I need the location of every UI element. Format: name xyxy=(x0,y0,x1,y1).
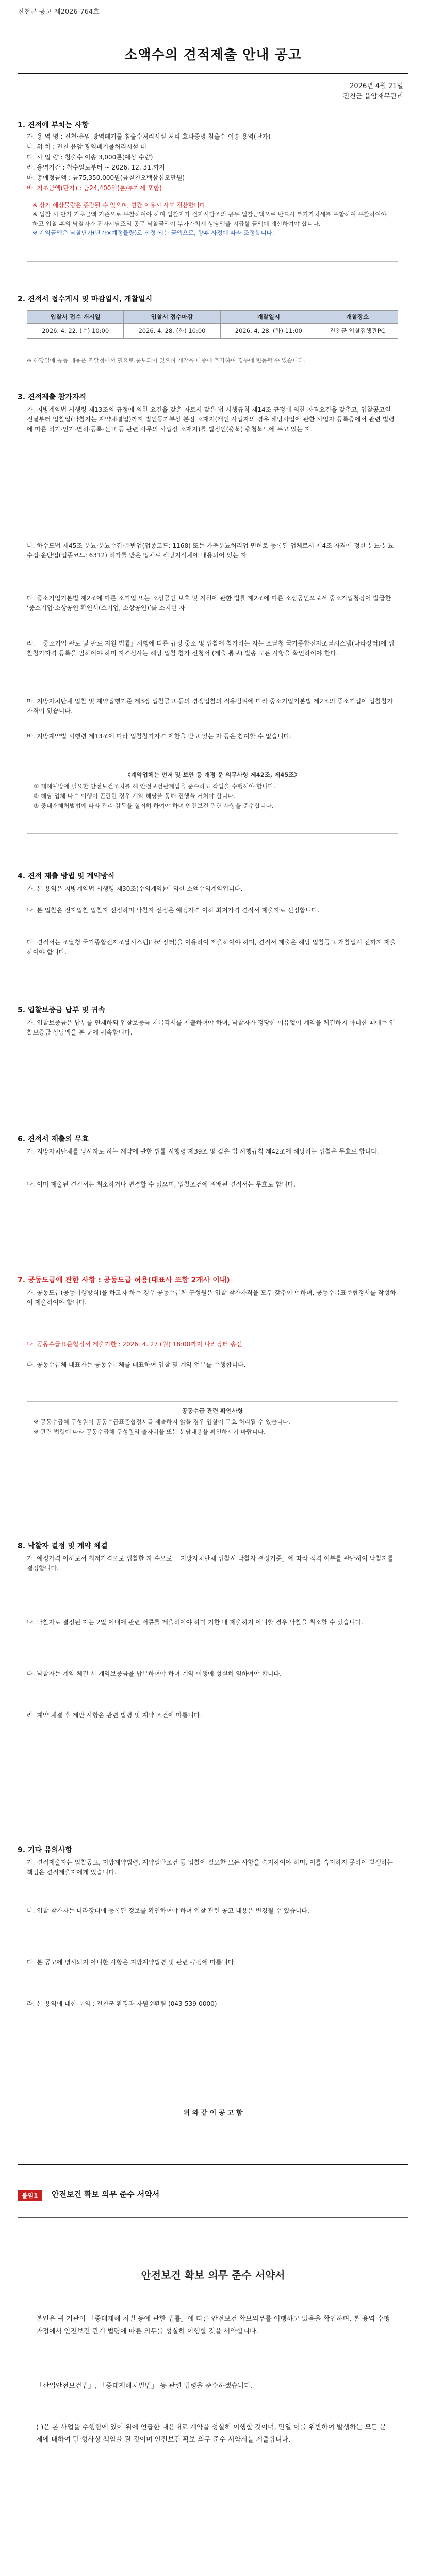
notice-date: 2026년 4월 21일 xyxy=(350,82,403,90)
sec5-item: 가. 입찰보증금은 납부를 면제하되 입찰보증금 지급각서를 제출하여야 하며, 낙찰자가 정당한 이유없이 계약을 체결하지 아니한 때에는 입찰보증금 상당액을 본 군에 귀속합니다. xyxy=(27,1019,396,1036)
sec3-item: 마. 지방자치단체 입찰 및 계약집행기준 제3장 입찰공고 등의 경쟁입찰의 적용범위에 따라 중소기업기본법 제2조의 중소기업이 입찰참가자격이 있습니다. xyxy=(27,698,394,715)
contractor-duties-box xyxy=(27,766,398,834)
sec8-item: 라. 계약 체결 후 제반 사항은 관련 법령 및 계약 조건에 따릅니다. xyxy=(27,1711,202,1719)
sec4-item: 가. 본 용역은 지방계약법 시행령 제30조(수의계약)에 의한 소액수의계약입니다. xyxy=(27,885,243,892)
sec1-item-base-price: 바. 기초금액(단가) : 금24,400원(톤/부가세 포함) xyxy=(27,184,162,192)
schedule-row xyxy=(27,324,398,339)
pledge-paragraph: 「산업안전보건법」, 「중대재해처벌법」 등 관련 법령을 준수하겠습니다. xyxy=(36,2382,253,2390)
sec9-item: 다. 본 공고에 명시되지 아니한 사항은 지방계약법령 및 관련 규정에 따릅니다. xyxy=(27,1959,236,1966)
sec6-item: 가. 지방자치단체를 당사자로 하는 계약에 관한 법률 시행령 제39조 및 같은 법 시행규칙 제42조에 해당하는 입찰은 무효로 합니다. xyxy=(27,1148,379,1155)
pledge-paragraph: 본인은 귀 기관이 「중대재해 처벌 등에 관한 법률」에 따른 안전보건 확보의무를 이행하고 있음을 확인하며, 본 용역 수행 과정에서 안전보건 관계 법령에 따른 의무를 성실히 이행할 것을 서약합니다. xyxy=(36,2315,390,2335)
sec1-note: ※ 계약금액은 낙찰단가(단가×예정물량)로 산정 되는 금액으로, 향후 사정에 따라 조정합니다. xyxy=(32,229,274,236)
section-8-heading: 8. 낙찰자 결정 및 계약 체결 xyxy=(18,1542,108,1550)
sec1-item: 마. 총예정금액 : 금75,350,000원(금칠천오백삼십오만원) xyxy=(27,174,185,181)
contractor-duty: ③ 중대재해처벌법에 따라 관리·감독을 철저히 하여야 하며 안전보건 관련 사항을 준수합니다. xyxy=(34,802,274,809)
section-7-heading: 7. 공동도급에 관한 사항 : 공동도급 허용(대표사 포함 2개사 이내) xyxy=(18,1276,230,1284)
sec3-item: 라. 「중소기업 판로 및 판로 지원 법률」시행에 따른 규정 중소 및 입찰에 참가하는 자는 조달청 국가종합전자조달시스템(나라장터)에 입찰참가자격 등록을 필하여야 하며 자격심사는 해당 입찰 참가 신청서 (제출 통보) 발송 모든 사항을 확인하여야 한다. xyxy=(27,640,395,657)
schedule-cell: 진천군 입찰집행관PC xyxy=(317,324,398,339)
sec3-item: 나. 하수도법 제45조 분뇨·분뇨수집·운반업(업종코드: 1168) 또는 가축분뇨처리업 면허로 등록된 업체로서 제4조 자격에 정한 분뇨·분뇨수집·운반업(업종코드: 6312) 허가를 받은 업체로 해당지식체에 내용되어 있는 자 xyxy=(27,542,394,559)
section-9-heading: 9. 기타 유의사항 xyxy=(18,1846,72,1854)
page-title: 소액수의 견적제출 안내 공고 xyxy=(124,47,302,63)
annex-tag: 붙임1 xyxy=(18,2190,42,2201)
page-divider xyxy=(18,2164,408,2165)
annex-title: 안전보건 확보 의무 준수 서약서 xyxy=(52,2190,160,2199)
section-2-heading: 2. 견적서 접수게시 및 마감일시, 개찰일시 xyxy=(18,295,153,303)
sec7-item: 가. 공동도급(공동이행방식)을 하고자 하는 경우 공동수급체 구성원은 입찰 참가자격을 모두 갖추어야 하며, 공동수급표준협정서를 작성하여 제출하여야 합니다. xyxy=(27,1289,396,1306)
pledge-paragraph: ( )은 본 사업을 수행함에 있어 위에 언급한 내용대로 계약을 성실히 이행할 것이며, 만일 이를 위반하여 발생하는 모든 문제에 대하여 민·형사상 책임을 질 것이며 안전보건 확보 의무 준수 서약서를 제출합니다. xyxy=(36,2424,386,2444)
sec8-item: 나. 낙찰자로 결정된 자는 2일 이내에 관련 서류를 제출하여야 하며 기한 내 제출하지 아니할 경우 낙찰을 취소할 수 있습니다. xyxy=(27,1619,363,1626)
sec6-item: 나. 이미 제출된 견적서는 취소하거나 변경할 수 없으며, 입찰조건에 위배된 견적서는 무효로 합니다. xyxy=(27,1181,296,1188)
section-1-heading: 1. 견적에 부치는 사항 xyxy=(18,121,89,129)
sec7-item: 다. 공동수급체 대표자는 공동수급체를 대표하여 입찰 및 계약 업무를 수행합니다. xyxy=(27,1361,246,1368)
section-4-heading: 4. 견적 제출 방법 및 계약방식 xyxy=(18,872,115,880)
section-3-heading: 3. 견적제출 참가자격 xyxy=(18,393,86,401)
closing-statement: 위 와 같 이 공 고 함 xyxy=(183,2109,243,2117)
schedule-col-header: 입찰서 접수 개시일 xyxy=(27,311,124,324)
issuer: 진천군 읍암재무관리 xyxy=(342,93,403,100)
schedule-col-header: 입찰서 접수마감 xyxy=(124,311,220,324)
section-6-heading: 6. 견적서 제출의 무효 xyxy=(18,1135,89,1143)
schedule-table xyxy=(27,310,398,339)
contractor-duties-title: 《계약업체는 먼저 및 보안 등 개정 운 의무사항 제42조, 제45조》 xyxy=(125,771,300,778)
sec4-item: 다. 견적서는 조달청 국가종합전자조달시스템(나라장터)을 이용하여 제출하여야 하며, 견적서 제출은 해당 입찰공고 개찰일시 전까지 제출하여야 합니다. xyxy=(27,939,396,956)
sec1-note: ※ 상기 예상물량은 증감될 수 있으며, 연간 이용시 사후 정산합니다. xyxy=(32,201,207,209)
title-divider xyxy=(18,73,408,74)
sec4-item: 나. 본 입찰은 전자입찰 입찰자 선정하며 낙찰자 선정은 예정가격 이하 최저가격 견적서 제출자로 선정합니다. xyxy=(27,907,320,914)
sec1-notes-box xyxy=(27,197,398,262)
schedule-cell: 2026. 4. 28. (화) 10:00 xyxy=(124,324,220,339)
pledge-form-title: 안전보건 확보 의무 준수 서약서 xyxy=(141,2269,285,2281)
sec1-item: 가. 용 역 명 : 진천·읍암 광역폐기물 침출수처리시설 처리 효과증명 침출수 이송 용역(단가) xyxy=(27,133,271,140)
joint-contract-box xyxy=(27,1401,398,1458)
sec3-item: 바. 지방계약법 시행령 제13조에 따라 입찰참가자격 제한을 받고 있는 자 등은 참여할 수 없습니다. xyxy=(27,733,291,740)
sec1-note: ※ 입찰 시 단가 기초금액 기준으로 투찰하여야 하며 입찰자가 전자시담조의 공무 입찰금액으로 반드시 부가가치세를 포함하여 투찰하여야 하고 입찰 후의 낙찰자가 전자시담조의 공무 낙찰금액이 부가가치세 상당액을 지급할 금액에 계산하여야 합니다. xyxy=(32,211,387,227)
contractor-duty: ① 재해예방에 필요한 안전보건조치를 해 안전보건관계법을 준수하고 작업을 수행해야 합니다. xyxy=(34,783,276,790)
schedule-cell: 2026. 4. 28. (화) 11:00 xyxy=(220,324,317,339)
sec1-item: 라. 용역기간 : 착수일로부터 ~ 2026. 12. 31.까지 xyxy=(27,164,165,171)
sec8-item: 가. 예정가격 이하로서 최저가격으로 입찰한 자 순으로 「지방자치단체 입찰시 낙찰자 결정기준」에 따라 적격 여부를 판단하여 낙찰자를 결정합니다. xyxy=(27,1555,394,1572)
sec9-item: 가. 견적제출자는 입찰공고, 지방계약법령, 계약일반조건 등 입찰에 필요한 모든 사항을 숙지하여야 하며, 이를 숙지하지 못하여 발생하는 책임은 견적제출자에게 있습니다. xyxy=(27,1859,394,1876)
schedule-col-header: 개찰장소 xyxy=(317,311,398,324)
joint-contract-line: ※ 공동수급체 구성원이 공동수급표준협정서를 제출하지 않을 경우 입찰이 무효 처리될 수 있습니다. xyxy=(34,1418,290,1426)
sec8-item: 다. 낙찰자는 계약 체결 시 계약보증금을 납부하여야 하며 계약 이행에 성실히 임하여야 합니다. xyxy=(27,1670,282,1677)
joint-contract-title: 공동수급 관련 확인사항 xyxy=(182,1407,243,1414)
schedule-col-header: 개찰일시 xyxy=(220,311,317,324)
joint-contract-line: ※ 관련 법령에 따라 공동수급체 구성원의 출자비율 또는 분담내용을 확인하시기 바랍니다. xyxy=(34,1428,266,1435)
contractor-duty: ② 해당 업체 다수 이행이 곤란한 경우 계약 해당을 통해 진행을 거처야 합니다. xyxy=(34,792,236,800)
sec3-item: 다. 중소기업기본법 제2조에 따른 소기업 또는 소상공인 보호 및 지원에 관한 법률 제2조에 따른 소상공인으로서 중소기업청장이 발급한 ‘중소기업·소상공인 확인서(소기업, 소상공인)’를 소지한 자 xyxy=(27,595,391,612)
sec7-item-deadline: 나. 공동수급표준협정서 제출기한 : 2026. 4. 27.(월) 18:00까지 나라장터 송신 xyxy=(27,1341,242,1348)
sec1-item: 나. 위 치 : 진천 읍암 광역폐기물처리시설 내 xyxy=(27,143,146,150)
sec9-item: 나. 입찰 참가자는 나라장터에 등록된 정보를 확인하여야 하며 입찰 관련 공고 내용은 변경될 수 있습니다. xyxy=(27,1907,309,1914)
sec2-note: ※ 해당일에 공동 내용은 조달청에서 필요로 통보되어 있으며 개찰을 나중에 추가하여 경우에 변동될 수 있습니다. xyxy=(27,357,305,364)
section-5-heading: 5. 입찰보증금 납부 및 귀속 xyxy=(18,1006,105,1014)
schedule-cell: 2026. 4. 22. (수) 10:00 xyxy=(27,324,124,339)
schedule-header-row xyxy=(27,311,398,324)
sec9-item: 라. 본 용역에 대한 문의 : 진천군 환경과 자원순환팀 (043-539-0000) xyxy=(27,2000,217,2007)
sec1-item: 다. 사 업 량 : 침출수 이송 3,000톤(예상 수량) xyxy=(27,154,153,161)
sec3-item: 가. 지방계약법 시행령 제13조의 규정에 의한 요건을 갖춘 자로서 같은 법 시행규칙 제14조 규정에 의한 자격요건을 갖추고, 입찰공고일 전날부터 입찰일(낙찰자는 계약체결일)까지 법인등기부상 본점 소재지(개인 사업자의 경우 해당사업에 관한 사업자 등록증에서 관련 법령에 따른 허가·인가·면허·등록·신고 등 관련 사무의 사업장 소재지)를 법정인(충북) 충청북도에 두고 있는 자. xyxy=(27,406,395,433)
notice-number: 진천군 공고 제2026-764호 xyxy=(18,8,100,16)
